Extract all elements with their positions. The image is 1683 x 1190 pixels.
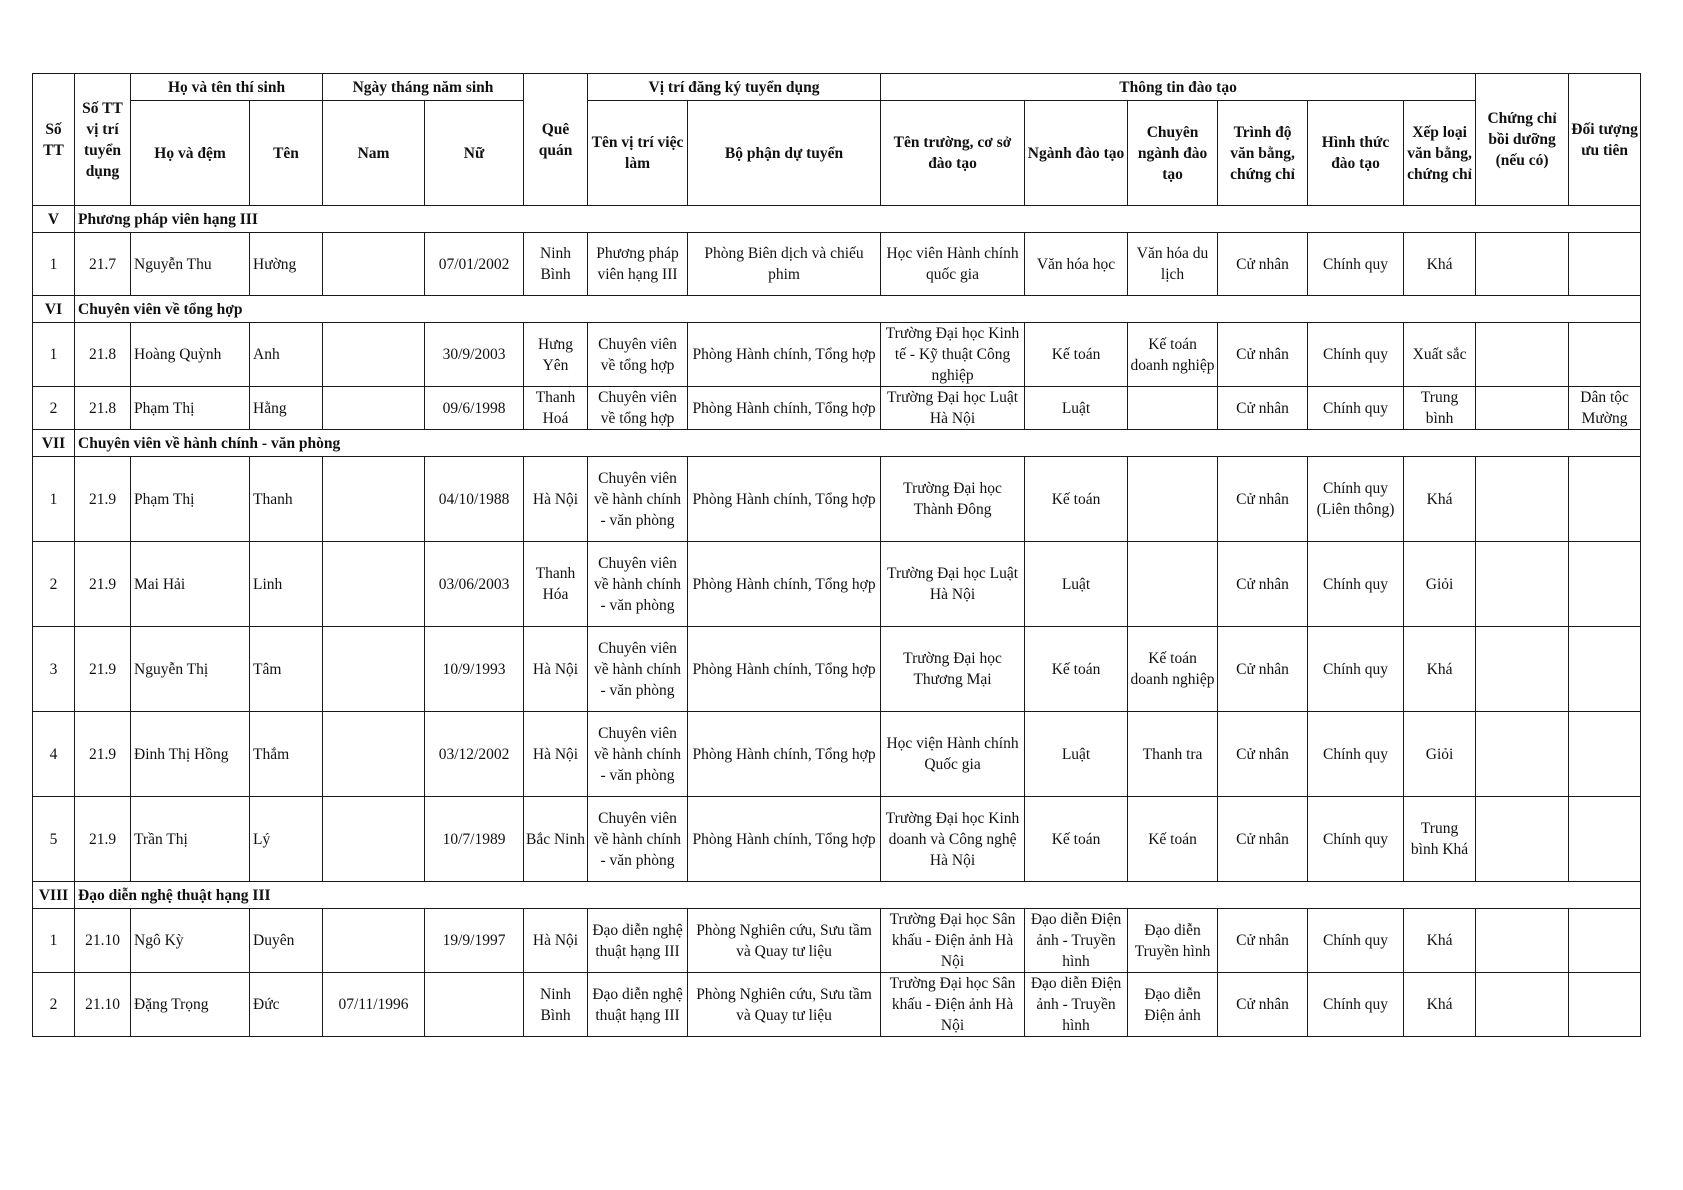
- cell-stt: 2: [33, 973, 75, 1037]
- cell-doi-tuong: [1569, 542, 1641, 627]
- cell-hinh-thuc: Chính quy: [1308, 712, 1404, 797]
- cell-que-quan: Thanh Hóa: [524, 542, 588, 627]
- cell-stt: 1: [33, 323, 75, 387]
- cell-stt: 4: [33, 712, 75, 797]
- cell-chung-chi: [1476, 387, 1569, 430]
- cell-doi-tuong: [1569, 323, 1641, 387]
- cell-hinh-thuc: Chính quy: [1308, 387, 1404, 430]
- header-group-dao-tao: Thông tin đào tạo: [881, 74, 1476, 101]
- cell-trinh-do: Cử nhân: [1218, 233, 1308, 296]
- cell-ten: Hằng: [250, 387, 323, 430]
- section-title: Phương pháp viên hạng III: [75, 206, 1641, 233]
- cell-stt: 5: [33, 797, 75, 882]
- cell-nam: 07/11/1996: [323, 973, 425, 1037]
- cell-que-quan: Hà Nội: [524, 457, 588, 542]
- cell-nu: 30/9/2003: [425, 323, 524, 387]
- cell-nam: [323, 909, 425, 973]
- header-nam: Nam: [323, 101, 425, 206]
- cell-chung-chi: [1476, 457, 1569, 542]
- cell-vi-tri: Chuyên viên về tổng hợp: [588, 387, 688, 430]
- cell-que-quan: Bắc Ninh: [524, 797, 588, 882]
- cell-nganh: Đạo diễn Điện ảnh - Truyền hình: [1025, 973, 1128, 1037]
- cell-vi-tri: Chuyên viên về hành chính - văn phòng: [588, 797, 688, 882]
- cell-nam: [323, 627, 425, 712]
- table-row: [33, 542, 1641, 627]
- cell-xep-loai: Xuất sắc: [1404, 323, 1476, 387]
- cell-nganh: Luật: [1025, 712, 1128, 797]
- cell-vi-tri: Chuyên viên về hành chính - văn phòng: [588, 712, 688, 797]
- cell-bo-phan: Phòng Hành chính, Tổng hợp: [688, 627, 881, 712]
- cell-vi-tri: Chuyên viên về hành chính - văn phòng: [588, 457, 688, 542]
- cell-doi-tuong: [1569, 457, 1641, 542]
- cell-vi-tri: Chuyên viên về hành chính - văn phòng: [588, 542, 688, 627]
- cell-xep-loai: Khá: [1404, 909, 1476, 973]
- table-row: [33, 797, 1641, 882]
- cell-xep-loai: Giỏi: [1404, 542, 1476, 627]
- cell-chuyen-nganh: [1128, 542, 1218, 627]
- cell-truong: Trường Đại học Kinh tế - Kỹ thuật Công nghiệp: [881, 323, 1025, 387]
- cell-vitri-no: 21.8: [75, 387, 131, 430]
- cell-bo-phan: Phòng Hành chính, Tổng hợp: [688, 542, 881, 627]
- table-header: [33, 74, 1641, 206]
- cell-trinh-do: Cử nhân: [1218, 797, 1308, 882]
- cell-nu: 10/7/1989: [425, 797, 524, 882]
- section-title: Chuyên viên về hành chính - văn phòng: [75, 430, 1641, 457]
- cell-ten: Duyên: [250, 909, 323, 973]
- cell-nganh: Kế toán: [1025, 457, 1128, 542]
- cell-nu: 03/12/2002: [425, 712, 524, 797]
- cell-vi-tri: Chuyên viên về tổng hợp: [588, 323, 688, 387]
- cell-chuyen-nganh: Đạo diễn Truyền hình: [1128, 909, 1218, 973]
- cell-chuyen-nganh: [1128, 387, 1218, 430]
- cell-que-quan: Hà Nội: [524, 909, 588, 973]
- cell-nu: 10/9/1993: [425, 627, 524, 712]
- cell-bo-phan: Phòng Hành chính, Tổng hợp: [688, 797, 881, 882]
- cell-trinh-do: Cử nhân: [1218, 712, 1308, 797]
- cell-que-quan: Hà Nội: [524, 712, 588, 797]
- cell-nu: 07/01/2002: [425, 233, 524, 296]
- cell-que-quan: Hà Nội: [524, 627, 588, 712]
- cell-nam: [323, 387, 425, 430]
- header-ten-vi-tri: Tên vị trí việc làm: [588, 101, 688, 206]
- cell-que-quan: Thanh Hoá: [524, 387, 588, 430]
- cell-nganh: Kế toán: [1025, 323, 1128, 387]
- cell-stt: 2: [33, 542, 75, 627]
- cell-stt: 1: [33, 909, 75, 973]
- header-xep-loai: Xếp loại văn bằng, chứng chỉ: [1404, 101, 1476, 206]
- cell-ho-dem: Phạm Thị: [131, 457, 250, 542]
- cell-doi-tuong: [1569, 712, 1641, 797]
- cell-vitri-no: 21.9: [75, 457, 131, 542]
- cell-vi-tri: Phương pháp viên hạng III: [588, 233, 688, 296]
- table-row: [33, 909, 1641, 973]
- cell-bo-phan: Phòng Hành chính, Tổng hợp: [688, 323, 881, 387]
- cell-bo-phan: Phòng Hành chính, Tổng hợp: [688, 387, 881, 430]
- cell-hinh-thuc: Chính quy: [1308, 233, 1404, 296]
- cell-doi-tuong: [1569, 627, 1641, 712]
- cell-nu: 09/6/1998: [425, 387, 524, 430]
- cell-nu: [425, 973, 524, 1037]
- cell-ten: Thanh: [250, 457, 323, 542]
- cell-stt: 1: [33, 457, 75, 542]
- cell-vitri-no: 21.9: [75, 627, 131, 712]
- candidate-roster-table: [32, 73, 1641, 1037]
- cell-hinh-thuc: Chính quy: [1308, 323, 1404, 387]
- cell-hinh-thuc: Chính quy: [1308, 909, 1404, 973]
- cell-vitri-no: 21.10: [75, 973, 131, 1037]
- cell-chuyen-nganh: Đạo diễn Điện ảnh: [1128, 973, 1218, 1037]
- header-group-ho-ten: Họ và tên thí sinh: [131, 74, 323, 101]
- section-number: V: [33, 206, 75, 233]
- cell-ten: Thắm: [250, 712, 323, 797]
- cell-vi-tri: Chuyên viên về hành chính - văn phòng: [588, 627, 688, 712]
- cell-nu: 03/06/2003: [425, 542, 524, 627]
- section-number: VII: [33, 430, 75, 457]
- cell-trinh-do: Cử nhân: [1218, 387, 1308, 430]
- cell-vitri-no: 21.9: [75, 797, 131, 882]
- header-ten-truong: Tên trường, cơ sở đào tạo: [881, 101, 1025, 206]
- cell-bo-phan: Phòng Hành chính, Tổng hợp: [688, 457, 881, 542]
- cell-xep-loai: Trung bình: [1404, 387, 1476, 430]
- header-ho-dem: Họ và đệm: [131, 101, 250, 206]
- cell-chung-chi: [1476, 542, 1569, 627]
- cell-chuyen-nganh: Văn hóa du lịch: [1128, 233, 1218, 296]
- cell-truong: Trường Đại học Sân khấu - Điện ảnh Hà Nội: [881, 973, 1025, 1037]
- table-row: [33, 457, 1641, 542]
- cell-chung-chi: [1476, 627, 1569, 712]
- cell-truong: Trường Đại học Thành Đông: [881, 457, 1025, 542]
- cell-xep-loai: Trung bình Khá: [1404, 797, 1476, 882]
- cell-chuyen-nganh: Kế toán doanh nghiệp: [1128, 627, 1218, 712]
- section-row: [33, 296, 1641, 323]
- header-group-vi-tri: Vị trí đăng ký tuyển dụng: [588, 74, 881, 101]
- section-row: [33, 206, 1641, 233]
- cell-truong: Học viên Hành chính quốc gia: [881, 233, 1025, 296]
- cell-trinh-do: Cử nhân: [1218, 909, 1308, 973]
- cell-ho-dem: Hoàng Quỳnh: [131, 323, 250, 387]
- cell-nganh: Luật: [1025, 387, 1128, 430]
- cell-doi-tuong: [1569, 797, 1641, 882]
- table-row: [33, 387, 1641, 430]
- cell-chung-chi: [1476, 323, 1569, 387]
- cell-vi-tri: Đạo diễn nghệ thuật hạng III: [588, 973, 688, 1037]
- cell-hinh-thuc: Chính quy: [1308, 797, 1404, 882]
- cell-vitri-no: 21.8: [75, 323, 131, 387]
- cell-nam: [323, 323, 425, 387]
- header-doi-tuong: Đối tượng ưu tiên: [1569, 74, 1641, 206]
- cell-chung-chi: [1476, 909, 1569, 973]
- cell-nganh: Luật: [1025, 542, 1128, 627]
- cell-stt: 3: [33, 627, 75, 712]
- cell-bo-phan: Phòng Hành chính, Tổng hợp: [688, 712, 881, 797]
- cell-nam: [323, 233, 425, 296]
- header-nganh: Ngành đào tạo: [1025, 101, 1128, 206]
- cell-truong: Trường Đại học Sân khấu - Điện ảnh Hà Nội: [881, 909, 1025, 973]
- cell-doi-tuong: [1569, 909, 1641, 973]
- cell-que-quan: Hưng Yên: [524, 323, 588, 387]
- cell-nganh: Kế toán: [1025, 627, 1128, 712]
- table-row: [33, 712, 1641, 797]
- header-ten: Tên: [250, 101, 323, 206]
- table-row: [33, 233, 1641, 296]
- header-nu: Nữ: [425, 101, 524, 206]
- cell-ten: Anh: [250, 323, 323, 387]
- cell-chuyen-nganh: Kế toán: [1128, 797, 1218, 882]
- cell-chung-chi: [1476, 712, 1569, 797]
- header-group-ngay-sinh: Ngày tháng năm sinh: [323, 74, 524, 101]
- header-bo-phan: Bộ phận dự tuyển: [688, 101, 881, 206]
- table-row: [33, 323, 1641, 387]
- cell-chuyen-nganh: Thanh tra: [1128, 712, 1218, 797]
- cell-ho-dem: Nguyễn Thu: [131, 233, 250, 296]
- header-stt: Số TT: [33, 74, 75, 206]
- cell-ho-dem: Trần Thị: [131, 797, 250, 882]
- cell-ho-dem: Phạm Thị: [131, 387, 250, 430]
- cell-ten: Hường: [250, 233, 323, 296]
- cell-ten: Lý: [250, 797, 323, 882]
- cell-doi-tuong: [1569, 233, 1641, 296]
- cell-nu: 04/10/1988: [425, 457, 524, 542]
- cell-ten: Tâm: [250, 627, 323, 712]
- section-number: VIII: [33, 882, 75, 909]
- cell-xep-loai: Giỏi: [1404, 712, 1476, 797]
- cell-ho-dem: Đinh Thị Hồng: [131, 712, 250, 797]
- cell-chung-chi: [1476, 973, 1569, 1037]
- table-row: [33, 627, 1641, 712]
- cell-truong: Trường Đại học Luật Hà Nội: [881, 542, 1025, 627]
- cell-nam: [323, 457, 425, 542]
- cell-xep-loai: Khá: [1404, 233, 1476, 296]
- cell-vitri-no: 21.9: [75, 542, 131, 627]
- cell-ten: Linh: [250, 542, 323, 627]
- cell-nam: [323, 797, 425, 882]
- cell-xep-loai: Khá: [1404, 627, 1476, 712]
- cell-trinh-do: Cử nhân: [1218, 973, 1308, 1037]
- cell-que-quan: Ninh Bình: [524, 973, 588, 1037]
- cell-stt: 1: [33, 233, 75, 296]
- header-hinh-thuc: Hình thức đào tạo: [1308, 101, 1404, 206]
- cell-trinh-do: Cử nhân: [1218, 627, 1308, 712]
- header-chung-chi: Chứng chỉ bồi dưỡng (nếu có): [1476, 74, 1569, 206]
- section-number: VI: [33, 296, 75, 323]
- cell-chung-chi: [1476, 233, 1569, 296]
- cell-xep-loai: Khá: [1404, 457, 1476, 542]
- cell-ho-dem: Mai Hải: [131, 542, 250, 627]
- cell-trinh-do: Cử nhân: [1218, 323, 1308, 387]
- cell-truong: Trường Đại học Thương Mại: [881, 627, 1025, 712]
- cell-hinh-thuc: Chính quy: [1308, 542, 1404, 627]
- cell-ho-dem: Ngô Kỳ: [131, 909, 250, 973]
- cell-chung-chi: [1476, 797, 1569, 882]
- cell-stt: 2: [33, 387, 75, 430]
- cell-ho-dem: Đặng Trọng: [131, 973, 250, 1037]
- cell-vitri-no: 21.9: [75, 712, 131, 797]
- cell-nam: [323, 712, 425, 797]
- header-chuyen-nganh: Chuyên ngành đào tạo: [1128, 101, 1218, 206]
- header-trinh-do: Trình độ văn bằng, chứng chỉ: [1218, 101, 1308, 206]
- cell-chuyen-nganh: Kế toán doanh nghiệp: [1128, 323, 1218, 387]
- cell-truong: Trường Đại học Kinh doanh và Công nghệ Hà Nội: [881, 797, 1025, 882]
- header-stt-vitri: Số TT vị trí tuyển dụng: [75, 74, 131, 206]
- cell-bo-phan: Phòng Nghiên cứu, Sưu tầm và Quay tư liệu: [688, 973, 881, 1037]
- cell-trinh-do: Cử nhân: [1218, 457, 1308, 542]
- table-row: [33, 973, 1641, 1037]
- header-que-quan: Quê quán: [524, 74, 588, 206]
- cell-ho-dem: Nguyễn Thị: [131, 627, 250, 712]
- cell-doi-tuong: Dân tộc Mường: [1569, 387, 1641, 430]
- cell-nganh: Văn hóa học: [1025, 233, 1128, 296]
- cell-bo-phan: Phòng Biên dịch và chiếu phim: [688, 233, 881, 296]
- cell-bo-phan: Phòng Nghiên cứu, Sưu tầm và Quay tư liệu: [688, 909, 881, 973]
- cell-vi-tri: Đạo diễn nghệ thuật hạng III: [588, 909, 688, 973]
- cell-vitri-no: 21.10: [75, 909, 131, 973]
- cell-trinh-do: Cử nhân: [1218, 542, 1308, 627]
- cell-nu: 19/9/1997: [425, 909, 524, 973]
- cell-hinh-thuc: Chính quy (Liên thông): [1308, 457, 1404, 542]
- cell-hinh-thuc: Chính quy: [1308, 627, 1404, 712]
- cell-nganh: Kế toán: [1025, 797, 1128, 882]
- cell-truong: Trường Đại học Luật Hà Nội: [881, 387, 1025, 430]
- section-row: [33, 882, 1641, 909]
- cell-nganh: Đạo diễn Điện ảnh - Truyền hình: [1025, 909, 1128, 973]
- cell-nam: [323, 542, 425, 627]
- cell-hinh-thuc: Chính quy: [1308, 973, 1404, 1037]
- section-row: [33, 430, 1641, 457]
- cell-truong: Học viện Hành chính Quốc gia: [881, 712, 1025, 797]
- cell-xep-loai: Khá: [1404, 973, 1476, 1037]
- cell-chuyen-nganh: [1128, 457, 1218, 542]
- cell-ten: Đức: [250, 973, 323, 1037]
- cell-vitri-no: 21.7: [75, 233, 131, 296]
- section-title: Chuyên viên về tổng hợp: [75, 296, 1641, 323]
- cell-doi-tuong: [1569, 973, 1641, 1037]
- table-body: [33, 206, 1641, 1037]
- section-title: Đạo diễn nghệ thuật hạng III: [75, 882, 1641, 909]
- cell-que-quan: Ninh Bình: [524, 233, 588, 296]
